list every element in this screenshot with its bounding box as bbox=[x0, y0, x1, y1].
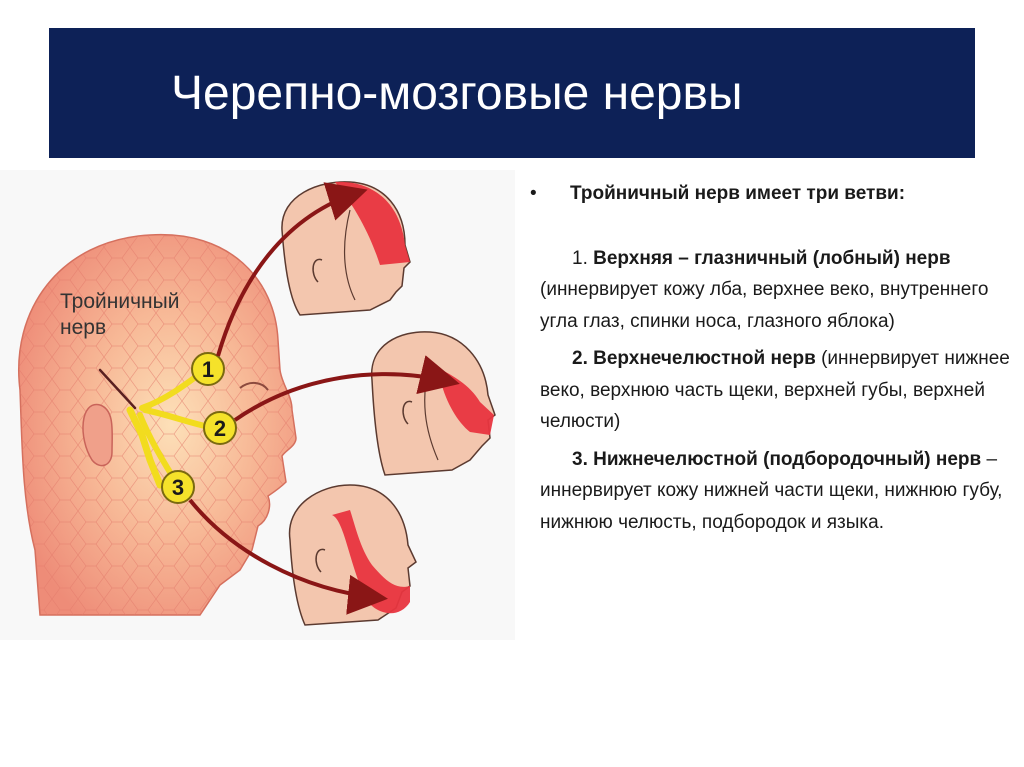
branch-2 bbox=[540, 343, 1010, 438]
marker-2 bbox=[204, 412, 236, 444]
marker-3 bbox=[162, 471, 194, 503]
marker-1 bbox=[192, 353, 224, 385]
branch-3-desc: – иннервирует кожу нижней части щеки, нижнюю губу, нижнюю челюсть, подбородок и языка. bbox=[540, 448, 1003, 533]
marker-1-label: 1 bbox=[201, 357, 215, 382]
branch-2-desc: (иннервирует нижнее веко, верхнюю часть щеки, верхней губы, верхней челюсти) bbox=[540, 348, 1010, 432]
branch-3 bbox=[540, 444, 1010, 539]
branch-1-desc: (иннервирует кожу лба, верхнее веко, внутреннего угла глаз, спинки носа, глазного яблока) bbox=[540, 279, 989, 332]
branch-1-number: 1. bbox=[572, 247, 588, 269]
marker-3-label: 3 bbox=[171, 475, 185, 500]
trigeminal-svg bbox=[0, 170, 515, 640]
branch-1 bbox=[540, 243, 1010, 338]
slide-content bbox=[530, 178, 1010, 544]
branch-1-title: Верхняя – глазничный (лобный) нерв bbox=[593, 247, 951, 269]
branch-2-title: 2. Верхнечелюстной нерв bbox=[572, 348, 816, 369]
marker-2-label: 2 bbox=[213, 416, 227, 441]
slide-title: Черепно-мозговые нервы bbox=[171, 66, 743, 120]
bullet-heading-row bbox=[530, 178, 1010, 210]
title-bar bbox=[49, 28, 975, 158]
branch-3-title: 3. Нижнечелюстной (подбородочный) нерв bbox=[572, 448, 982, 470]
trigeminal-illustration bbox=[0, 170, 515, 640]
bullet-icon: • bbox=[530, 183, 537, 204]
bullet-heading: Тройничный нерв имеет три ветви: bbox=[570, 183, 906, 204]
nerve-label-line2: нерв bbox=[60, 316, 107, 339]
nerve-label-line1: Тройничный bbox=[60, 290, 180, 313]
small-head-1 bbox=[282, 182, 410, 315]
